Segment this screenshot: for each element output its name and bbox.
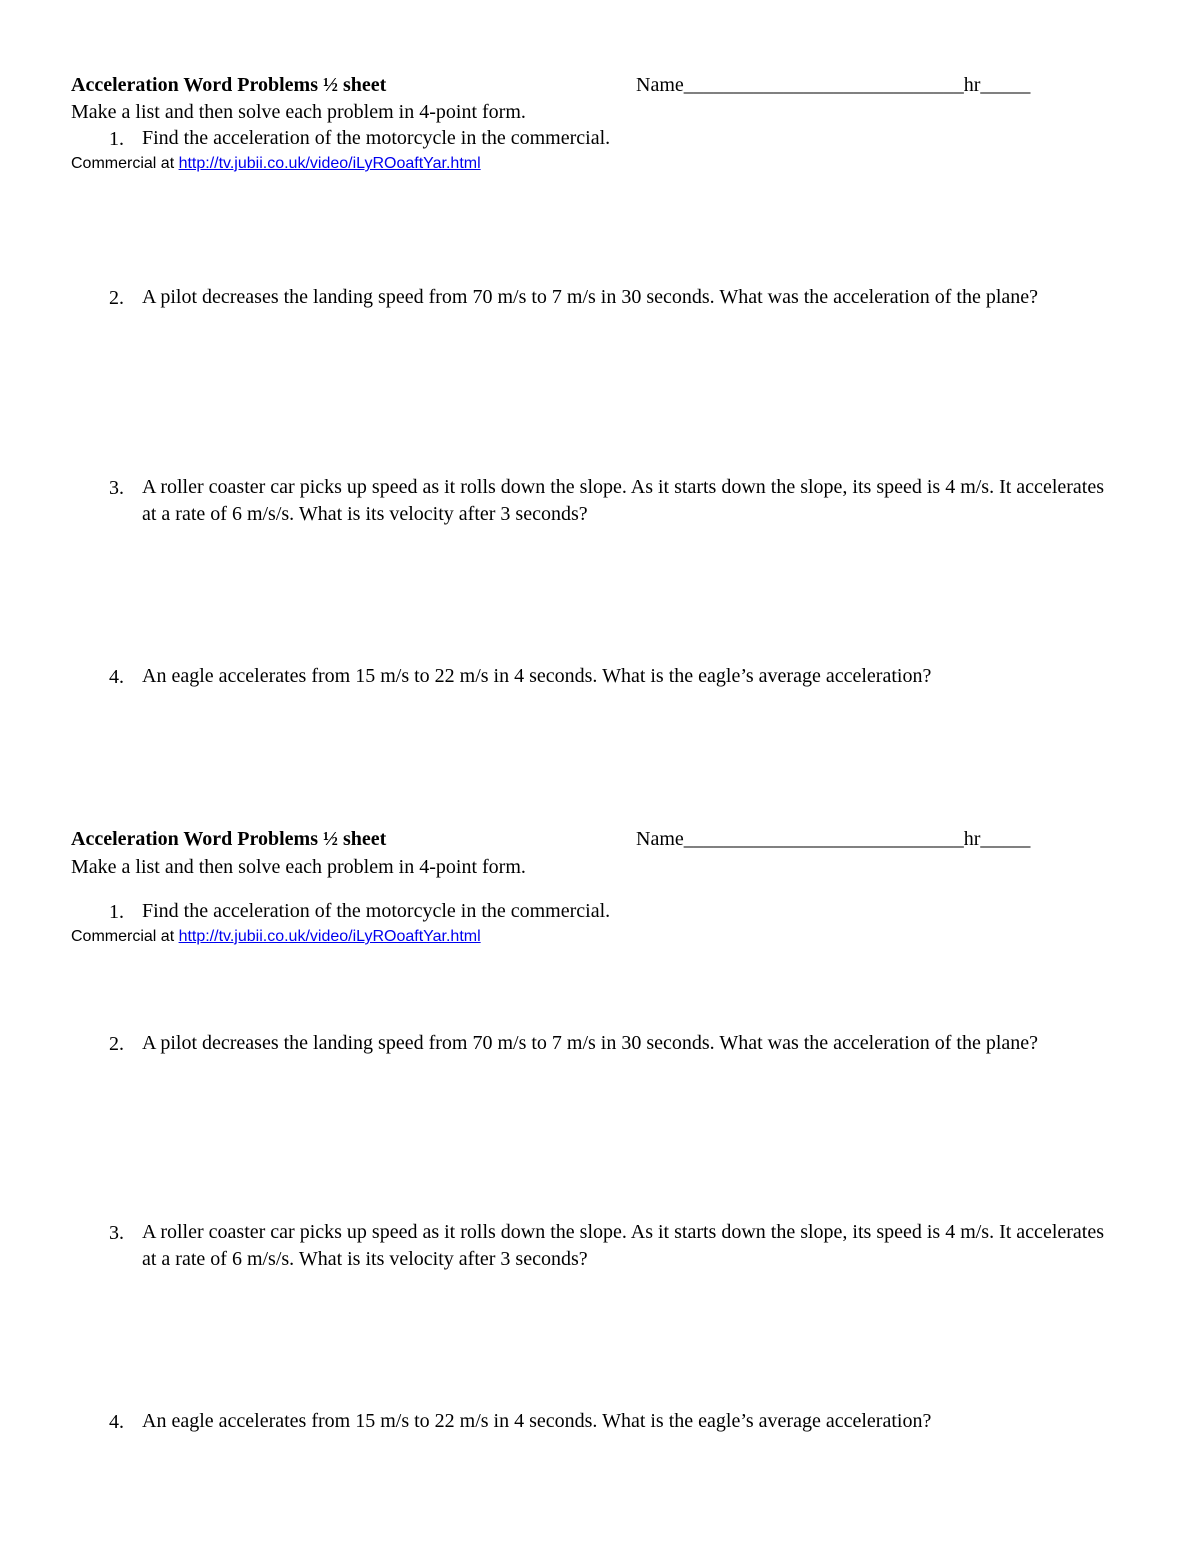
question-number: 4. <box>109 1411 124 1433</box>
question-text: A roller coaster car picks up speed as it rolls down the slope. As it starts down the slope, its speed is 4 m/s. It accelerates at a rate of 6 m/s/s. What is its velocity after 3 seconds? <box>142 1221 1105 1270</box>
worksheet-title: Acceleration Word Problems ½ sheet <box>71 828 387 850</box>
question-number: 1. <box>109 901 124 923</box>
worksheet-title: Acceleration Word Problems ½ sheet <box>71 74 387 96</box>
commercial-label: Commercial at <box>71 928 179 945</box>
question-number: 2. <box>109 1033 124 1055</box>
question-number: 2. <box>109 287 124 309</box>
commercial-link[interactable]: http://tv.jubii.co.uk/video/iLyROoaftYar.html <box>178 928 481 945</box>
instructions: Make a list and then solve each problem in 4-point form. <box>71 101 526 123</box>
question-text: An eagle accelerates from 15 m/s to 22 m/s in 4 seconds. What is the eagle’s average acceleration? <box>142 1410 932 1432</box>
question-text: Find the acceleration of the motorcycle in the commercial. <box>142 900 611 922</box>
commercial-line <box>71 927 481 947</box>
worksheet-bottom-half <box>0 754 1200 1514</box>
commercial-link[interactable]: http://tv.jubii.co.uk/video/iLyROoaftYar.html <box>178 155 481 172</box>
question-text: Find the acceleration of the motorcycle in the commercial. <box>142 127 611 149</box>
question-number: 3. <box>109 1222 124 1244</box>
commercial-line <box>71 154 481 174</box>
question-text: An eagle accelerates from 15 m/s to 22 m/s in 4 seconds. What is the eagle’s average acceleration? <box>142 665 932 687</box>
name-hour-field: Name____________________________hr_____ <box>636 74 1031 96</box>
name-hour-field: Name____________________________hr_____ <box>636 828 1031 850</box>
question-text: A roller coaster car picks up speed as it rolls down the slope. As it starts down the slope, its speed is 4 m/s. It accelerates at a rate of 6 m/s/s. What is its velocity after 3 seconds? <box>142 476 1105 525</box>
question-text: A pilot decreases the landing speed from 70 m/s to 7 m/s in 30 seconds. What was the acceleration of the plane? <box>142 286 1039 308</box>
question-number: 1. <box>109 128 124 150</box>
worksheet-top-half <box>0 0 1200 760</box>
question-number: 3. <box>109 477 124 499</box>
question-text: A pilot decreases the landing speed from 70 m/s to 7 m/s in 30 seconds. What was the acceleration of the plane? <box>142 1032 1039 1054</box>
instructions: Make a list and then solve each problem in 4-point form. <box>71 856 526 878</box>
question-number: 4. <box>109 666 124 688</box>
commercial-label: Commercial at <box>71 155 179 172</box>
